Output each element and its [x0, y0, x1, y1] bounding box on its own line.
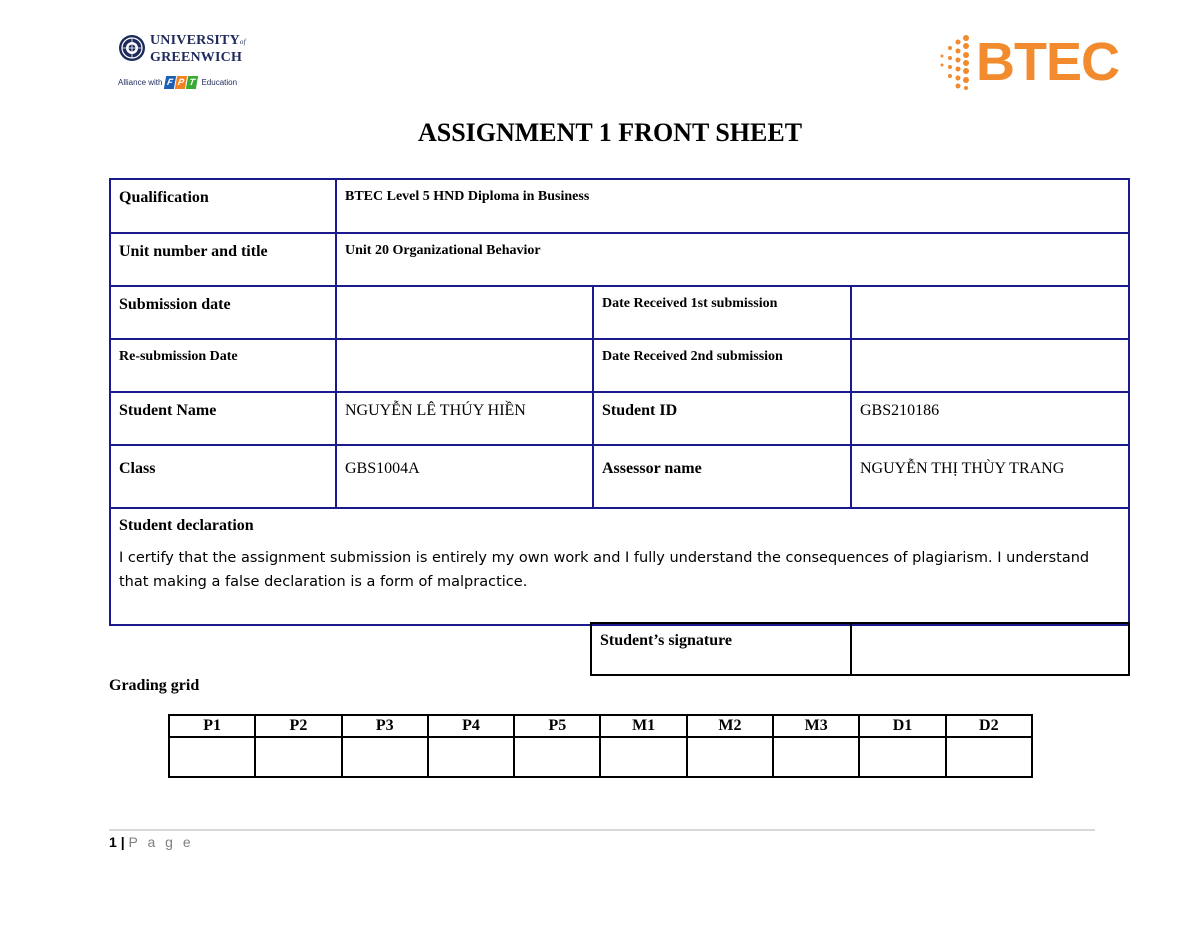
of-word: of [239, 38, 246, 46]
student-name-label-cell [110, 392, 336, 445]
alliance-prefix: Alliance with [118, 78, 163, 87]
date-received-1-label: Date Received 1st submission [602, 296, 778, 311]
page-title: ASSIGNMENT 1 FRONT SHEET [417, 118, 803, 147]
qualification-label: Qualification [119, 189, 209, 206]
btec-dots-icon [936, 34, 978, 90]
unit-row [110, 233, 1129, 286]
qualification-value: BTEC Level 5 HND Diploma in Business [345, 189, 590, 204]
submission-date-row [110, 286, 1129, 339]
qualification-value-cell [336, 179, 1129, 233]
resubmission-date-label: Re-submission Date [119, 349, 238, 364]
fpt-letter-f: F [164, 76, 176, 89]
assessor-field[interactable] [851, 445, 1129, 508]
submission-date-label: Submission date [119, 296, 231, 313]
submission-date-label-cell [110, 286, 336, 339]
footer-divider [109, 829, 1095, 831]
student-id-label: Student ID [602, 402, 678, 419]
class-field[interactable] [336, 445, 593, 508]
unit-value: Unit 20 Organizational Behavior [345, 243, 541, 258]
grading-header-row [169, 715, 1032, 737]
greenwich-crest-icon [118, 34, 146, 62]
class-label: Class [119, 460, 156, 477]
grade-cell-d1[interactable] [859, 737, 945, 777]
greenwich-wordmark [150, 33, 246, 65]
grade-header-p4: P4 [428, 715, 514, 737]
class-label-cell [110, 445, 336, 508]
grading-grid-table [168, 714, 1033, 778]
grade-header-d1: D1 [859, 715, 945, 737]
unit-value-cell [336, 233, 1129, 286]
date-received-1-label-cell [593, 286, 851, 339]
submission-date-value [345, 287, 584, 296]
resubmission-date-value [345, 340, 584, 349]
signature-table [590, 622, 1130, 676]
declaration-title: Student declaration [119, 517, 254, 534]
page-number: 1 [109, 834, 117, 850]
grade-cell-d2[interactable] [946, 737, 1032, 777]
page-footer [109, 834, 194, 850]
fpt-letter-p: P [175, 76, 187, 89]
unit-label-cell [110, 233, 336, 286]
unit-label: Unit number and title [119, 243, 268, 260]
grade-header-p5: P5 [514, 715, 600, 737]
btec-wordmark: BTEC [976, 32, 1119, 92]
greenwich-word: GREENWICH [150, 50, 243, 65]
date-received-1-field[interactable] [851, 286, 1129, 339]
student-id-label-cell [593, 392, 851, 445]
grade-cell-m2[interactable] [687, 737, 773, 777]
grade-header-m1: M1 [600, 715, 686, 737]
declaration-cell [110, 508, 1129, 625]
qualification-label-cell [110, 179, 336, 233]
front-sheet-table [109, 178, 1130, 626]
grade-header-m2: M2 [687, 715, 773, 737]
qualification-row [110, 179, 1129, 233]
assessor-label-cell [593, 445, 851, 508]
student-id-field[interactable] [851, 392, 1129, 445]
grade-header-m3: M3 [773, 715, 859, 737]
grade-cell-m1[interactable] [600, 737, 686, 777]
alliance-suffix: Education [201, 78, 238, 87]
signature-field[interactable] [851, 623, 1129, 675]
assessor-label: Assessor name [602, 460, 702, 477]
fpt-logo [165, 76, 198, 89]
assessor-value: NGUYỄN THỊ THÙY TRANG [860, 460, 1065, 477]
submission-date-field[interactable] [336, 286, 593, 339]
grade-header-p3: P3 [342, 715, 428, 737]
date-received-2-label: Date Received 2nd submission [602, 349, 783, 364]
student-name-value: NGUYỄN LÊ THÚY HIỀN [345, 402, 526, 419]
grade-cell-p4[interactable] [428, 737, 514, 777]
university-of-greenwich-logo [118, 32, 248, 94]
grade-header-p2: P2 [255, 715, 341, 737]
signature-label: Student’s signature [591, 623, 851, 675]
grade-cell-p3[interactable] [342, 737, 428, 777]
student-name-field[interactable] [336, 392, 593, 445]
fpt-letter-t: T [186, 76, 198, 89]
date-received-2-label-cell [593, 339, 851, 392]
grading-grid-label: Grading grid [109, 677, 200, 694]
declaration-row [110, 508, 1129, 625]
grade-header-p1: P1 [169, 715, 255, 737]
resubmission-date-label-cell [110, 339, 336, 392]
class-value: GBS1004A [345, 460, 420, 477]
date-received-2-field[interactable] [851, 339, 1129, 392]
footer-separator: | [120, 834, 125, 850]
university-word: UNIVERSITY [150, 33, 240, 48]
grade-cell-p5[interactable] [514, 737, 600, 777]
student-name-row [110, 392, 1129, 445]
student-id-value: GBS210186 [860, 402, 940, 419]
grade-cell-m3[interactable] [773, 737, 859, 777]
grade-cell-p2[interactable] [255, 737, 341, 777]
date-received-2-value [860, 340, 1120, 349]
resubmission-date-row [110, 339, 1129, 392]
declaration-text: I certify that the assignment submission is entirely my own work and I fully understand the consequences of plagiarism. I understand that making a false declaration is a form of malpractice. [119, 550, 1090, 590]
grade-header-d2: D2 [946, 715, 1032, 737]
class-row [110, 445, 1129, 508]
btec-logo [936, 30, 1120, 94]
date-received-1-value [860, 287, 1120, 296]
grade-cell-p1[interactable] [169, 737, 255, 777]
grading-value-row [169, 737, 1032, 777]
fpt-alliance-line [118, 76, 237, 89]
resubmission-date-field[interactable] [336, 339, 593, 392]
student-name-label: Student Name [119, 402, 217, 419]
page-word: P a g e [128, 834, 194, 850]
